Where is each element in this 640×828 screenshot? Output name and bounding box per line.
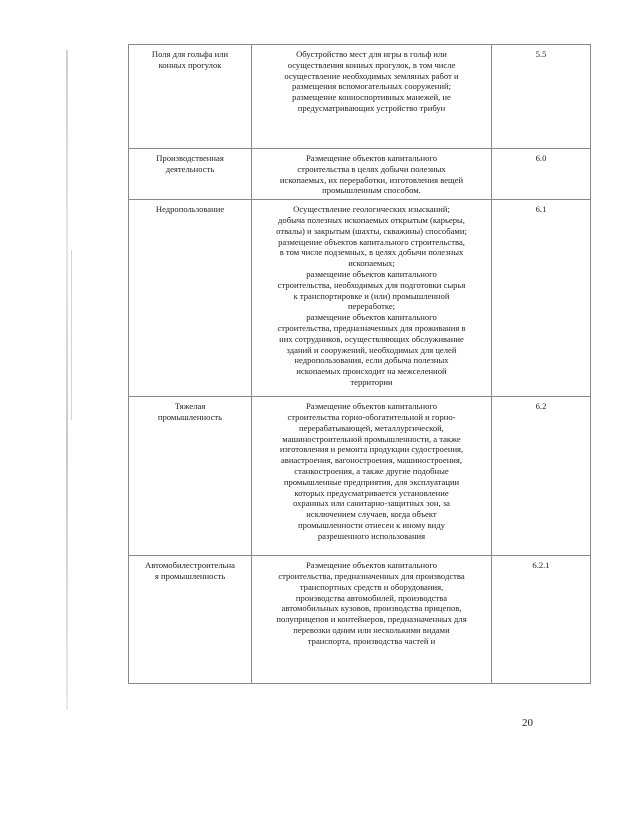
land-use-name <box>129 45 252 149</box>
text-line: недропользования, если добыча полезных <box>294 355 449 366</box>
land-use-code: 6.2 <box>492 397 591 556</box>
text-line: станкостроения, а также другие подобные <box>294 465 449 476</box>
text-line: Производственная <box>156 153 224 163</box>
text-line: промышленность <box>157 411 223 422</box>
text-line: строительства в целях добычи полезных <box>297 163 446 174</box>
text-line: охранных или санитарно-защитных зон, за <box>293 498 450 509</box>
text-line: строительства горно-обогатительной и горно- <box>287 411 456 422</box>
text-line: в том числе подземных, в целях добычи полезных <box>279 247 464 258</box>
land-use-description <box>252 200 492 397</box>
table-row <box>129 397 591 556</box>
land-use-code: 6.1 <box>492 200 591 397</box>
table-row <box>129 556 591 684</box>
land-use-table <box>128 44 591 684</box>
text-line: добыча полезных ископаемых открытым (карьеры, <box>278 214 465 225</box>
text-line: деятельность <box>165 163 215 174</box>
text-line: размещение объектов капитального <box>306 312 437 323</box>
text-line: осуществление необходимых земляных работ и <box>284 70 459 81</box>
text-line: конных прогулок <box>158 59 222 70</box>
text-line: Осуществление геологических изысканий; <box>293 204 450 215</box>
table-row <box>129 45 591 149</box>
land-use-description <box>252 45 492 149</box>
text-line: промышленности отнесен к иному виду <box>298 519 445 530</box>
text-line: Обустройство мест для игры в гольф или <box>296 49 447 59</box>
land-use-name <box>129 200 252 397</box>
scan-edge-shadow-inner <box>71 250 72 420</box>
text-line: Тяжелая <box>174 401 206 412</box>
text-line: ископаемых; <box>348 258 395 269</box>
land-use-name <box>129 556 252 684</box>
text-line: Размещение объектов капитального <box>305 401 438 412</box>
text-line: территории <box>350 376 393 387</box>
text-line: переработке; <box>347 301 396 312</box>
text-line: размещение объектов капитального <box>306 268 437 279</box>
text-line: отвалы) и закрытым (шахты, скважины) способами; <box>276 225 467 236</box>
page-number: 20 <box>522 717 533 729</box>
land-use-name <box>129 149 252 200</box>
text-line: зданий и сооружений, необходимых для целей <box>286 344 457 355</box>
text-line: строительства, необходимых для подготовки сырья <box>277 279 466 290</box>
text-line: производства автомобилей, производства <box>295 592 448 603</box>
land-use-code: 5.5 <box>492 45 591 149</box>
table-row <box>129 149 591 200</box>
text-line: изготовления и ремонта продукции судостроения, <box>279 444 464 455</box>
land-use-description <box>252 397 492 556</box>
text-line: размещения вспомогательных сооружений; <box>292 81 451 92</box>
text-line: исключением случаев, когда объект <box>306 509 437 520</box>
text-line: транспортных средств и оборудования, <box>299 581 444 592</box>
text-line: Автомобилестроительна <box>145 560 235 571</box>
text-line: Недропользование <box>155 204 225 215</box>
text-line: перевозки одним или несколькими видами <box>293 624 450 635</box>
text-line: разрешенного использования <box>317 530 426 541</box>
land-use-description <box>252 556 492 684</box>
text-line: них сотрудников, осуществляющих обслуживание <box>279 333 464 344</box>
text-line: Размещение объектов капитального <box>305 560 438 571</box>
scan-edge-shadow <box>66 50 68 710</box>
text-line: машиностроительной промышленности, а также <box>282 433 461 444</box>
table-row <box>129 200 591 397</box>
text-line: Поля для гольфа или <box>151 49 229 59</box>
text-line: промышленные предприятия, для эксплуатации <box>283 476 460 487</box>
land-use-name <box>129 397 252 556</box>
text-line: транспорта, производства частей и <box>307 635 436 646</box>
text-line: полуприцепов и контейнеров, предназначенных для <box>276 614 467 625</box>
text-line: ископаемых, их переработки, изготовления вещей <box>279 174 464 185</box>
text-line: которых предусматривается установление <box>294 487 449 498</box>
text-line: размещение конноспортивных манежей, не <box>292 92 451 103</box>
text-line: размещение объектов капитального строительства, <box>278 236 465 247</box>
text-line: перерабатывающей, металлургической, <box>299 422 444 433</box>
text-line: Размещение объектов капитального <box>305 153 438 163</box>
text-line: авиастроения, вагоностроения, машиностроения, <box>280 455 463 466</box>
text-line: ископаемых происходит на межселенной <box>296 366 447 377</box>
text-line: строительства, предназначенных для производства <box>278 570 465 581</box>
land-use-code: 6.2.1 <box>492 556 591 684</box>
land-use-code: 6.0 <box>492 149 591 200</box>
text-line: к транспортировке и (или) промышленной <box>293 290 450 301</box>
text-line: я промышленность <box>154 570 226 581</box>
text-line: осуществления конных прогулок, в том числе <box>287 59 456 70</box>
text-line: автомобильных кузовов, производства прицепов, <box>281 603 462 614</box>
text-line: предусматривающих устройство трибун <box>297 102 446 113</box>
text-line: промышленным способом. <box>322 185 421 196</box>
text-line: строительства, предназначенных для проживания в <box>277 322 466 333</box>
land-use-description <box>252 149 492 200</box>
